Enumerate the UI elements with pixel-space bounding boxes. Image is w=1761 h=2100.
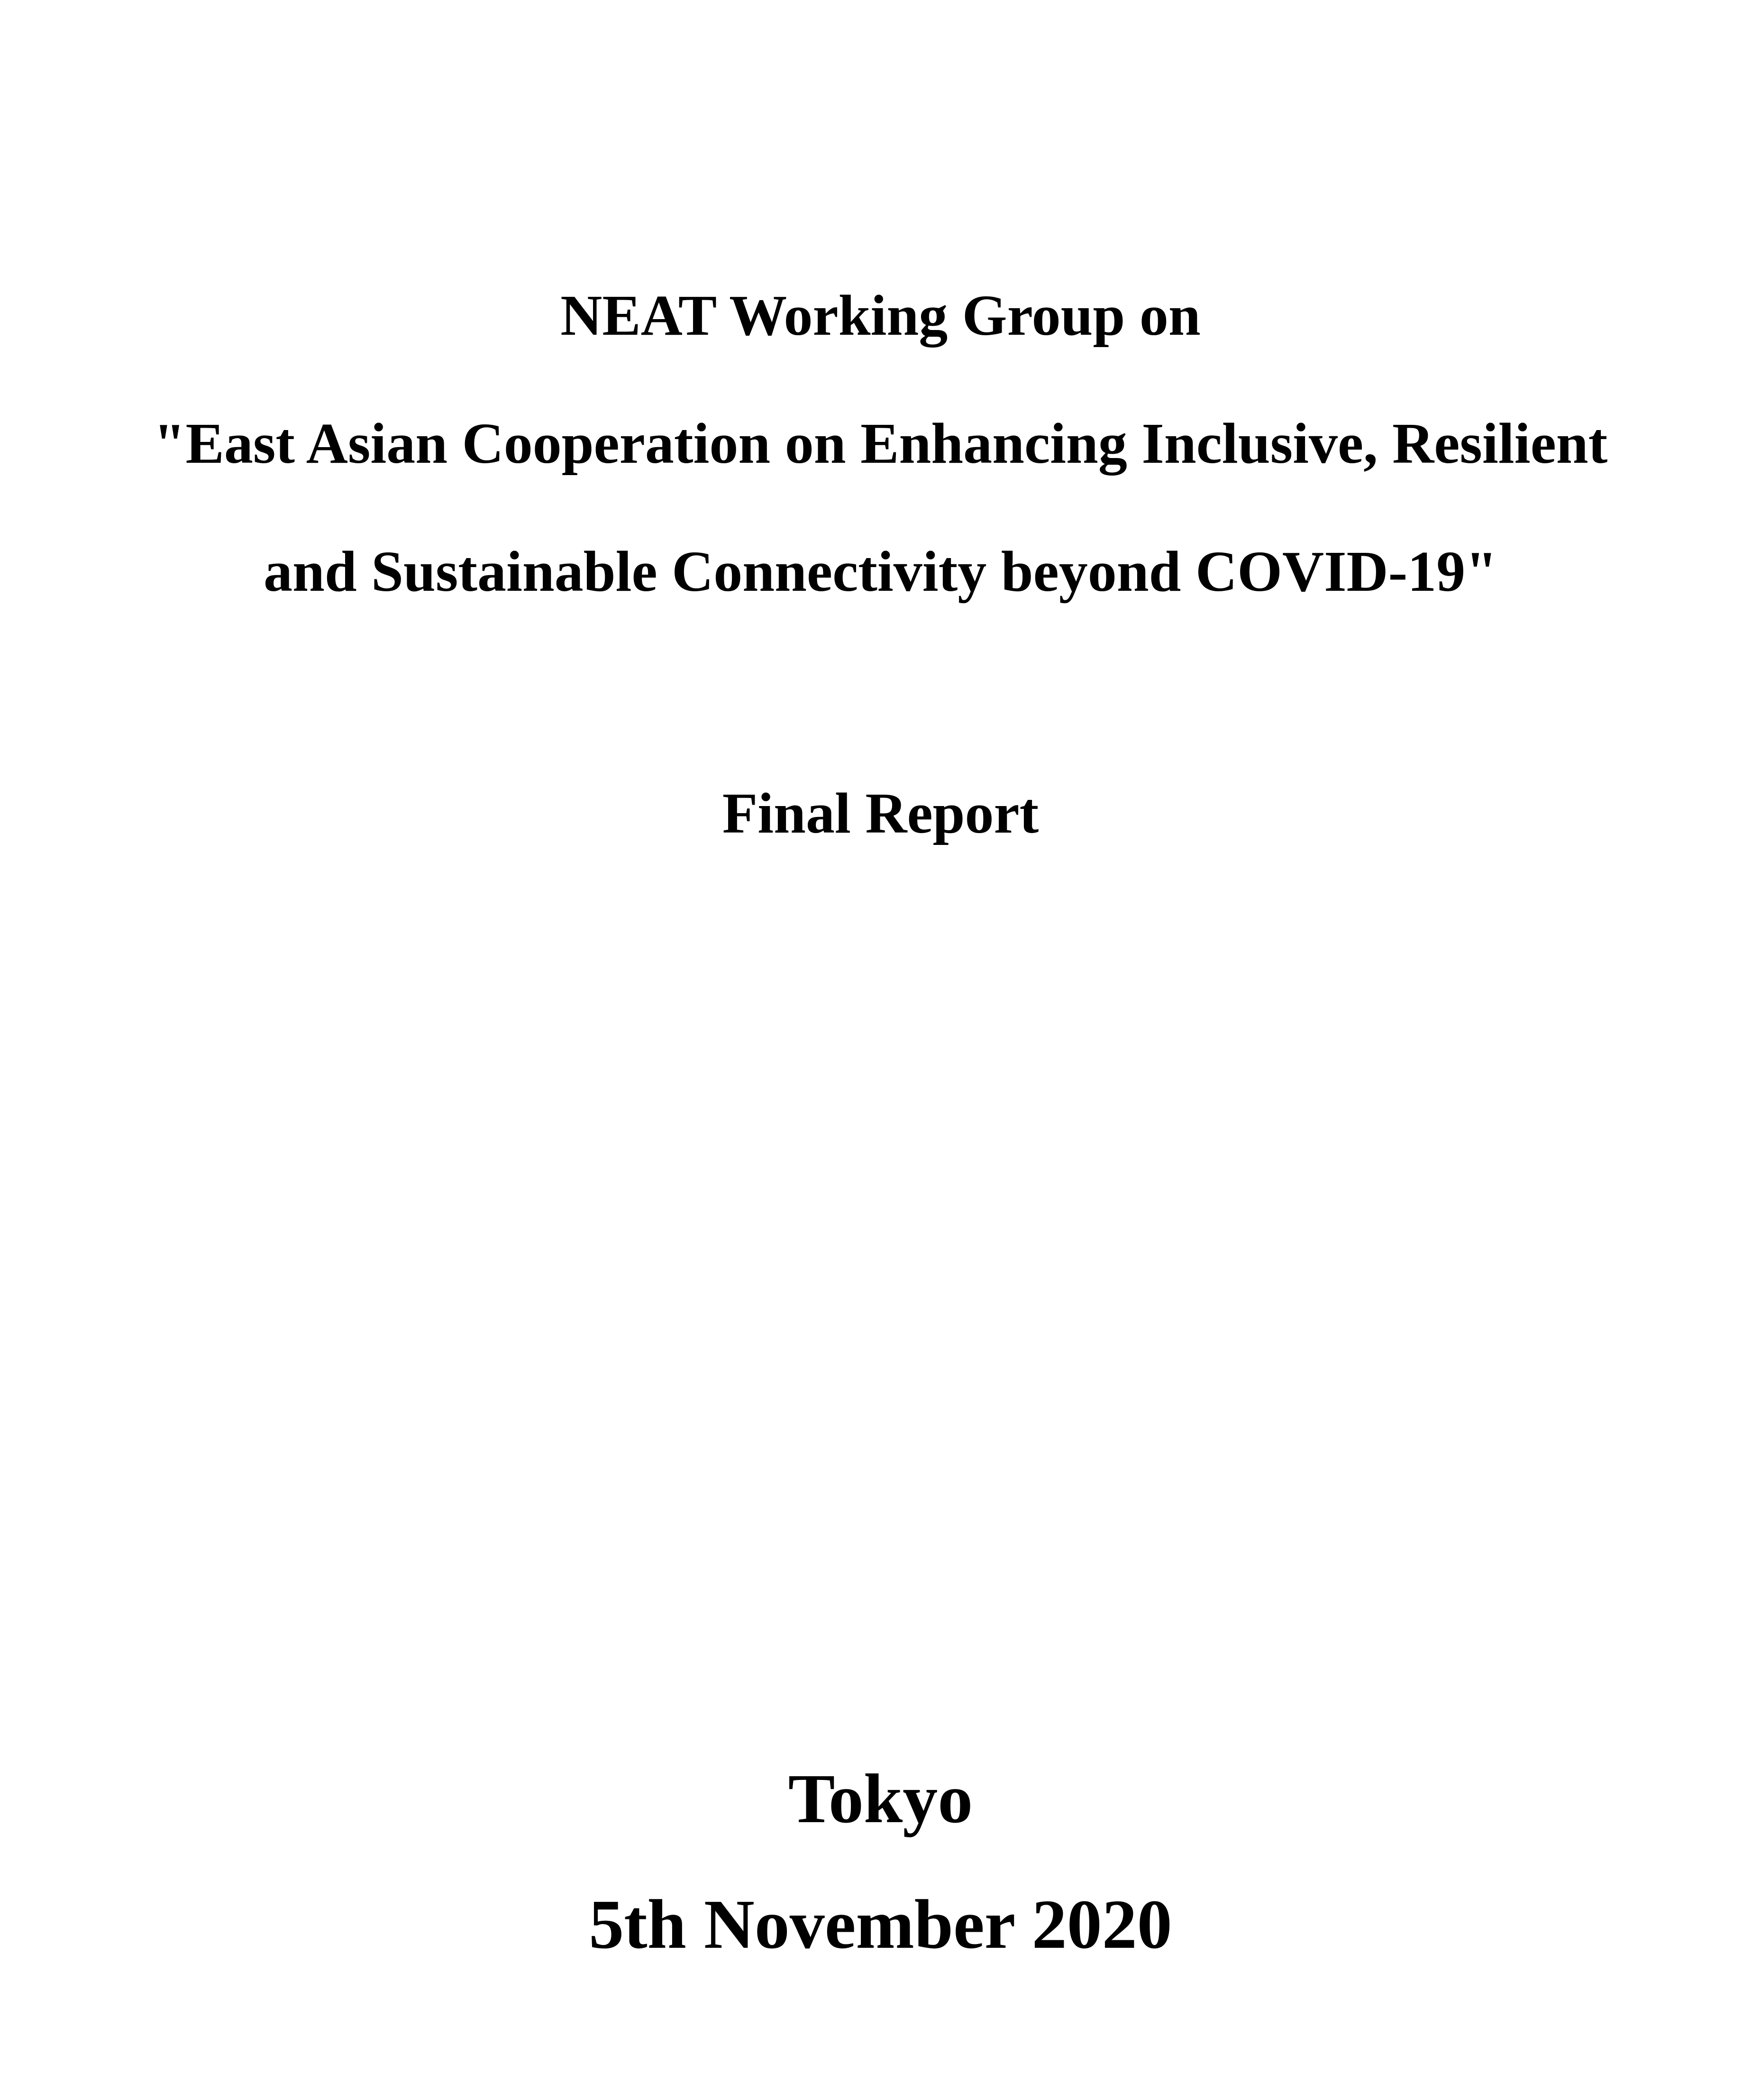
title-line-3: and Sustainable Connectivity beyond COVID-19" [263, 540, 1498, 604]
report-date: 5th November 2020 [589, 1886, 1172, 1963]
report-location: Tokyo [788, 1760, 973, 1838]
title-line-1: NEAT Working Group on [560, 284, 1201, 348]
report-subtitle: Final Report [722, 781, 1039, 845]
title-line-2: "East Asian Cooperation on Enhancing Inclusive, Resilient [153, 412, 1608, 476]
